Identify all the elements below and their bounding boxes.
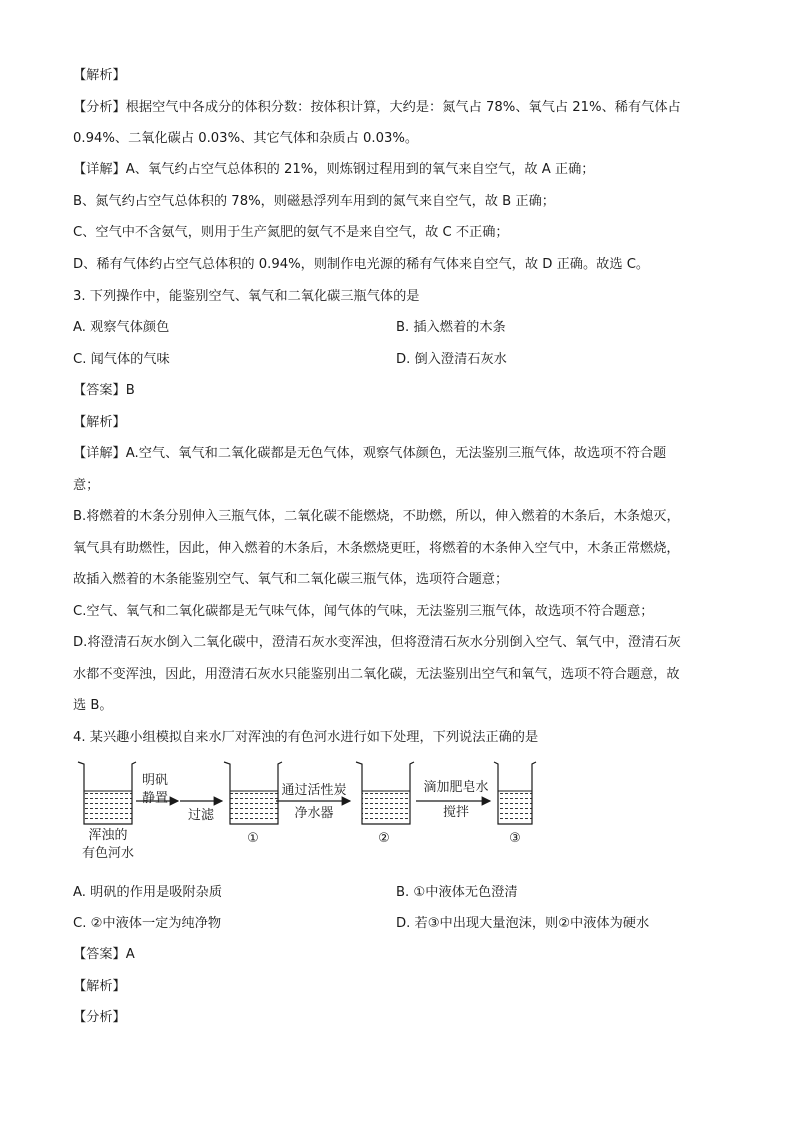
beaker1-label: ① [247, 831, 259, 846]
q3-option-a: A. 观察气体颜色 [73, 320, 170, 335]
text-line: 水都不变浑浊，因此，用澄清石灰水只能鉴别出二氧化碳，无法鉴别出空气和氧气，选项不符合题意，故 [73, 667, 680, 682]
beaker-3 [494, 762, 536, 824]
text-line: 故插入燃着的木条能鉴别空气、氧气和二氧化碳三瓶气体，选项符合题意； [73, 572, 509, 587]
q3-option-d: D. 倒入澄清石灰水 [396, 352, 507, 367]
beaker-1 [224, 762, 282, 824]
q4-option-b: B. ①中液体无色澄清 [396, 885, 518, 900]
water-purification-diagram [70, 756, 540, 864]
step3-label-bottom: 搅拌 [442, 805, 470, 820]
q4-option-c: C. ②中液体一定为纯净物 [73, 916, 222, 931]
step1-label-top-2: 静置 [141, 791, 169, 806]
text-line: C、空气中不含氨气，则用于生产氮肥的氨气不是来自空气，故 C 不正确； [73, 225, 509, 240]
q4-option-a: A. 明矾的作用是吸附杂质 [73, 885, 223, 900]
step2-label-bottom: 净水器 [294, 806, 334, 821]
q3-option-c: C. 闻气体的气味 [73, 352, 170, 367]
text-line: 【详解】A.空气、氧气和二氧化碳都是无色气体，观察气体颜色，无法鉴别三瓶气体，故选项不符合题 [73, 446, 667, 461]
section-heading-analysis: 【解析】 [73, 415, 126, 430]
q4-answer: 【答案】A [73, 947, 135, 962]
text-line: 选 B。 [73, 698, 113, 713]
section-heading-analysis: 【解析】 [73, 979, 126, 994]
text-line: D、稀有气体约占空气总体积的 0.94%，则制作电光源的稀有气体来自空气，故 D 正确。故选 C。 [73, 257, 650, 272]
text-line: 意； [73, 478, 100, 493]
text-line: 氧气具有助燃性，因此，伸入燃着的木条后，木条燃烧更旺，将燃着的木条伸入空气中，木条正常燃烧， [73, 541, 680, 556]
question-3-stem: 3. 下列操作中，能鉴别空气、氧气和二氧化碳三瓶气体的是 [73, 289, 420, 304]
text-line: 【详解】A、氧气约占空气总体积的 21%，则炼钢过程用到的氧气来自空气，故 A 正确； [73, 162, 595, 177]
section-heading-brief: 【分析】 [73, 1010, 126, 1025]
beaker0-label-1: 浑浊的 [88, 828, 128, 843]
text-line: D.将澄清石灰水倒入二氧化碳中，澄清石灰水变浑浊，但将澄清石灰水分别倒入空气、氧气中，澄清石灰 [73, 635, 681, 650]
beaker2-label: ② [378, 831, 390, 846]
step1-label-top-1: 明矾 [141, 773, 169, 788]
text-line: B、氮气约占空气总体积的 78%，则磁悬浮列车用到的氮气来自空气，故 B 正确； [73, 194, 555, 209]
text-line: 0.94%、二氧化碳占 0.03%、其它气体和杂质占 0.03%。 [73, 131, 419, 146]
beaker0-label-2: 有色河水 [81, 846, 135, 861]
q4-option-d: D. 若③中出现大量泡沫，则②中液体为硬水 [396, 916, 650, 931]
section-heading-analysis: 【解析】 [73, 68, 126, 83]
beaker-river-water [78, 762, 136, 824]
question-4-stem: 4. 某兴趣小组模拟自来水厂对浑浊的有色河水进行如下处理，下列说法正确的是 [73, 730, 539, 745]
text-line: B.将燃着的木条分别伸入三瓶气体，二氧化碳不能燃烧，不助燃，所以，伸入燃着的木条后，木条熄灭， [73, 509, 680, 524]
beaker3-label: ③ [509, 831, 521, 846]
step1-label-bottom: 过滤 [187, 808, 215, 823]
step2-label-top: 通过活性炭 [281, 783, 347, 798]
q3-answer: 【答案】B [73, 383, 135, 398]
text-line: 【分析】根据空气中各成分的体积分数：按体积计算，大约是：氮气占 78%、氧气占 21%、稀有气体占 [73, 100, 681, 115]
step3-label-top: 滴加肥皂水 [423, 780, 489, 795]
beaker-2 [356, 762, 414, 824]
q3-option-b: B. 插入燃着的木条 [396, 320, 506, 335]
text-line: C.空气、氧气和二氧化碳都是无气味气体，闻气体的气味，无法鉴别三瓶气体，故选项不符合题意； [73, 604, 654, 619]
